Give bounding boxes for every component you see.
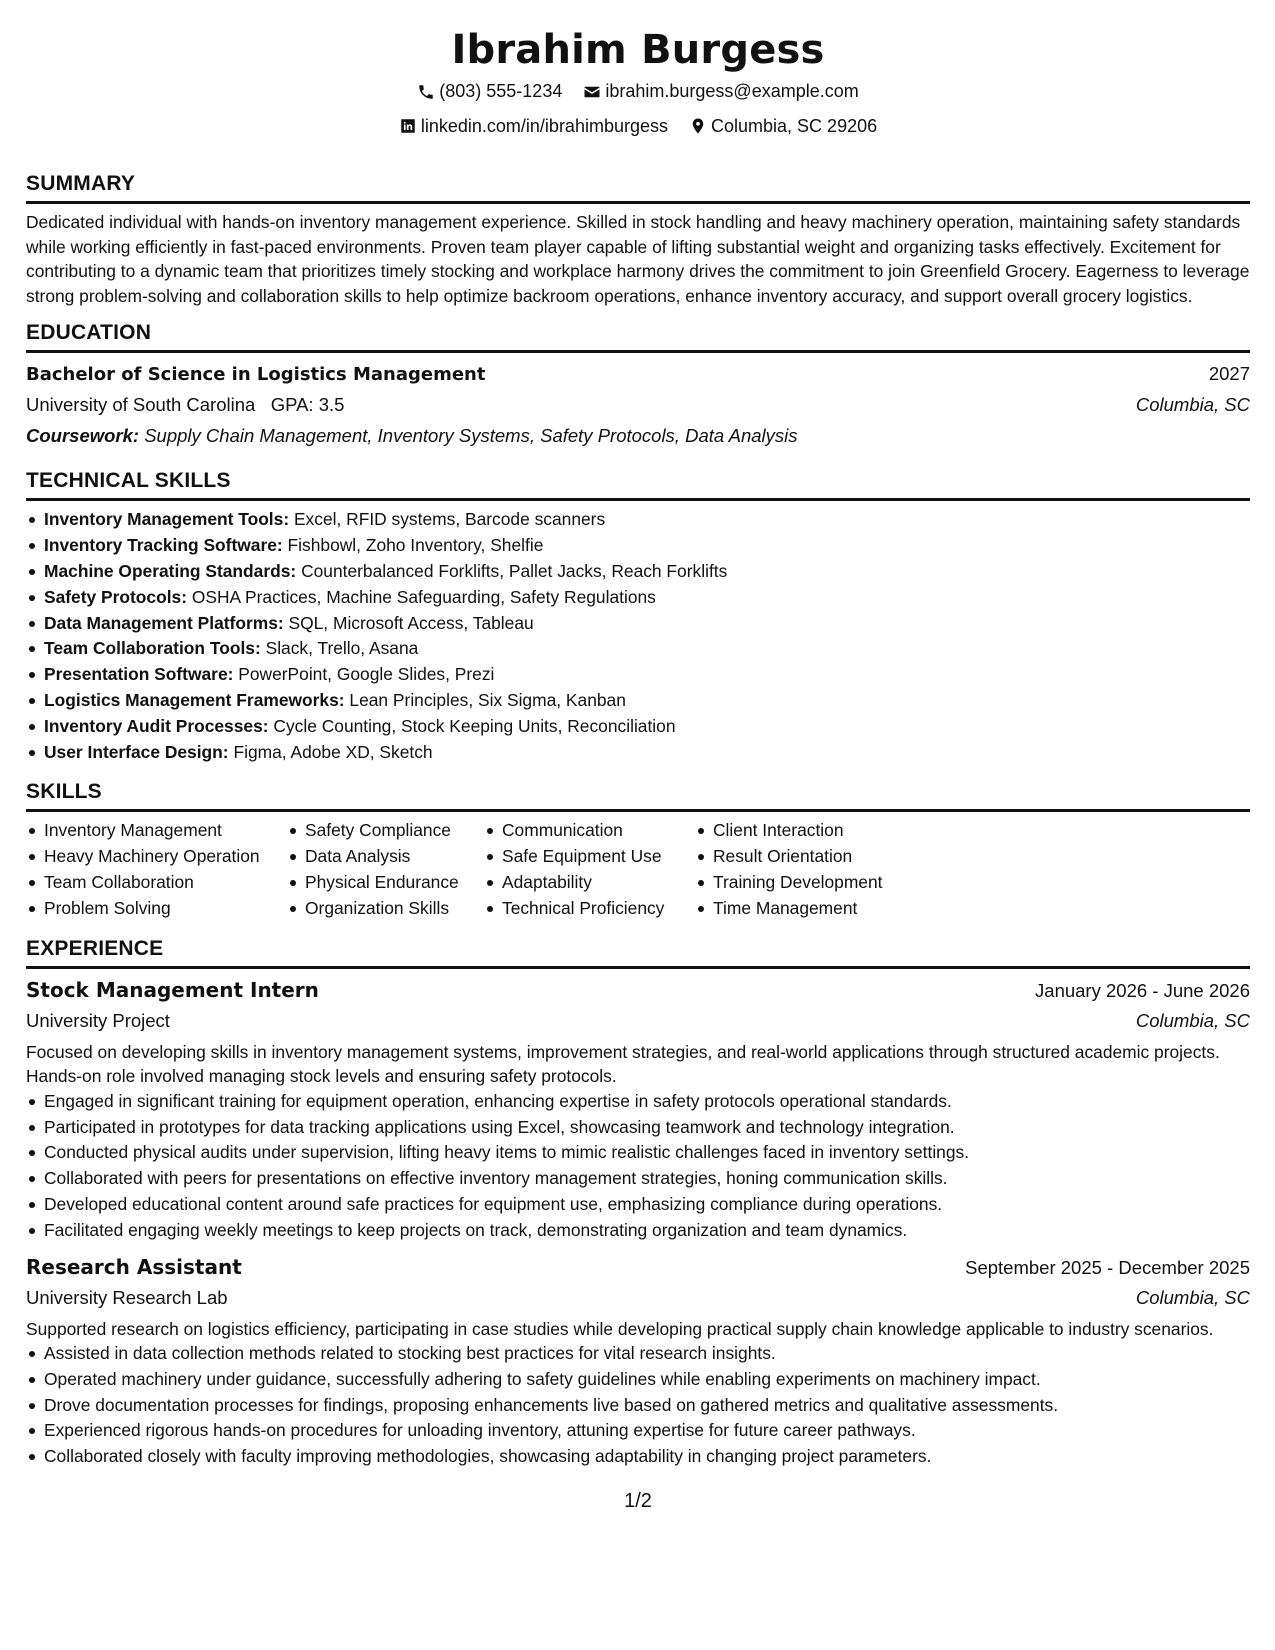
list-item (26, 688, 1250, 714)
skill-values: Fishbowl, Zoho Inventory, Shelfie (287, 535, 544, 556)
list-item: Drove documentation processes for findings, proposing enhancements live based on gathered metrics and qualitative assessments. (26, 1393, 1250, 1419)
education-row-2 (26, 390, 1250, 420)
job-title: Stock Management Intern (26, 977, 319, 1002)
skill-values: SQL, Microsoft Access, Tableau (288, 612, 534, 633)
job-dates: September 2025 - December 2025 (965, 1256, 1250, 1278)
list-item: Collaborated with peers for presentations on effective inventory management strategies, honing communication skills. (26, 1166, 1250, 1192)
job-bullets (26, 1089, 1250, 1244)
list-item: Training Development (695, 870, 915, 896)
skill-values: Excel, RFID systems, Barcode scanners (293, 509, 606, 530)
list-item (26, 507, 1250, 533)
list-item: Facilitated engaging weekly meetings to keep projects on track, demonstrating organization and team dynamics. (26, 1218, 1250, 1244)
linkedin-text[interactable]: linkedin.com/in/ibrahimburgess (420, 115, 668, 136)
phone-text: (803) 555-1234 (439, 81, 563, 101)
linkedin-icon (399, 117, 417, 135)
list-item: Developed educational content around safe practices for equipment use, emphasizing compliance during operations. (26, 1192, 1250, 1218)
section-title-summary: SUMMARY (26, 171, 1250, 204)
contact-line-1 (26, 76, 1250, 111)
linkedin-contact[interactable] (399, 111, 668, 142)
job-organization: University Project (26, 1009, 170, 1031)
skills-column-4 (695, 818, 915, 921)
job-location: Columbia, SC (1135, 1009, 1250, 1031)
gpa: GPA: 3.5 (270, 394, 345, 416)
resume-page (26, 0, 1250, 1650)
list-item: Time Management (695, 896, 915, 922)
list-item: Safety Compliance (287, 818, 484, 844)
resume-header (26, 0, 1250, 145)
candidate-name: Ibrahim Burgess (451, 27, 825, 73)
list-item (26, 636, 1250, 662)
list-item: Organization Skills (287, 896, 484, 922)
job-title: Research Assistant (26, 1254, 242, 1279)
experience-header-row (26, 975, 1250, 1006)
skills-column-2 (287, 818, 484, 921)
phone-icon (417, 83, 435, 101)
job-dates: January 2026 - June 2026 (1035, 979, 1250, 1001)
list-item (26, 611, 1250, 637)
job-bullets (26, 1341, 1250, 1470)
list-item: Technical Proficiency (484, 896, 695, 922)
list-item: Engaged in significant training for equipment operation, enhancing expertise in safety protocols operational standards. (26, 1089, 1250, 1115)
school-location: Columbia, SC (1135, 394, 1250, 416)
list-item: Heavy Machinery Operation (26, 844, 287, 870)
summary-text: Dedicated individual with hands-on inventory management experience. Skilled in stock handling and heavy machinery operation, maintaining safety standards while working efficiently in fast-paced environments. Proven team player capable of lifting substantial weight and organizing tasks effectively. Excitement for contributing to a dynamic team that prioritizes timely stocking and workplace harmony drives the commitment to join Greenfield Grocery. Eagerness to leverage strong problem-solving and collaboration skills to help optimize backroom operations, enhance inventory accuracy, and support overall grocery logistics. (26, 212, 1250, 306)
skill-values: Figma, Adobe XD, Sketch (233, 741, 433, 762)
list-item: Collaborated closely with faculty improving methodologies, showcasing adaptability in changing project parameters. (26, 1444, 1250, 1470)
school-name: University of South Carolina (26, 394, 256, 416)
skill-values: Counterbalanced Forklifts, Pallet Jacks, Reach Forklifts (301, 560, 728, 581)
skill-values: PowerPoint, Google Slides, Prezi (238, 664, 495, 685)
email-contact[interactable] (583, 76, 858, 107)
job-location: Columbia, SC (1135, 1286, 1250, 1308)
experience-section (26, 936, 1250, 1471)
graduation-year: 2027 (1208, 363, 1250, 385)
skills-grid (26, 818, 1250, 921)
skill-values: OSHA Practices, Machine Safeguarding, Safety Regulations (191, 586, 656, 607)
job-organization: University Research Lab (26, 1286, 228, 1308)
education-row-1 (26, 359, 1250, 390)
coursework-list: Supply Chain Management, Inventory Systems, Safety Protocols, Data Analysis (144, 425, 798, 447)
skills-column-1 (26, 818, 287, 921)
list-item (26, 662, 1250, 688)
job-description: Supported research on logistics efficiency, participating in case studies while developing practical supply chain knowledge applicable to industry scenarios. (26, 1318, 1214, 1339)
section-title-experience: EXPERIENCE (26, 936, 1250, 969)
skill-category: Presentation Software: (44, 664, 234, 685)
skill-category: Inventory Tracking Software: (44, 535, 283, 556)
experience-header-row (26, 1252, 1250, 1283)
list-item: Operated machinery under guidance, successfully adhering to safety guidelines while enabling experiments on machinery impact. (26, 1367, 1250, 1393)
experience-org-row (26, 1283, 1250, 1313)
skill-values: Lean Principles, Six Sigma, Kanban (349, 689, 626, 710)
map-pin-icon (689, 117, 707, 135)
list-item: Inventory Management (26, 818, 287, 844)
education-section (26, 320, 1250, 452)
section-title-technical-skills: TECHNICAL SKILLS (26, 468, 1250, 501)
list-item: Problem Solving (26, 896, 287, 922)
experience-entry (26, 975, 1250, 1244)
location-contact (689, 111, 877, 142)
email-text[interactable]: ibrahim.burgess@example.com (605, 81, 859, 101)
degree-title: Bachelor of Science in Logistics Management (26, 364, 486, 386)
experience-entry (26, 1252, 1250, 1471)
technical-skills-list (26, 507, 1250, 765)
skill-category: Machine Operating Standards: (44, 560, 297, 581)
phone-contact (417, 76, 562, 107)
section-title-skills: SKILLS (26, 779, 1250, 812)
coursework-label: Coursework: (26, 425, 140, 447)
list-item: Client Interaction (695, 818, 915, 844)
technical-skills-section (26, 468, 1250, 765)
list-item: Conducted physical audits under supervision, lifting heavy items to mimic realistic challenges faced in inventory settings. (26, 1140, 1250, 1166)
skill-values: Slack, Trello, Asana (265, 638, 419, 659)
skill-category: Team Collaboration Tools: (44, 638, 261, 659)
list-item: Participated in prototypes for data tracking applications using Excel, showcasing teamwork and technology integration. (26, 1115, 1250, 1141)
section-title-education: EDUCATION (26, 320, 1250, 353)
list-item: Data Analysis (287, 844, 484, 870)
list-item (26, 740, 1250, 766)
list-item: Adaptability (484, 870, 695, 896)
contact-line-2 (26, 111, 1250, 146)
envelope-icon (583, 83, 601, 101)
list-item (26, 714, 1250, 740)
skill-category: Logistics Management Frameworks: (44, 689, 345, 710)
list-item (26, 559, 1250, 585)
list-item: Team Collaboration (26, 870, 287, 896)
page-number: 1/2 (624, 1490, 652, 1512)
summary-section (26, 171, 1250, 308)
list-item: Result Orientation (695, 844, 915, 870)
skill-category: Data Management Platforms: (44, 612, 284, 633)
skill-category: Safety Protocols: (44, 586, 188, 607)
job-description: Focused on developing skills in inventory management systems, improvement strategies, and real-world applications through structured academic projects. Hands-on role involved managing stock levels and ensuring safety protocols. (26, 1041, 1220, 1087)
list-item: Assisted in data collection methods related to stocking best practices for vital research insights. (26, 1341, 1250, 1367)
school-info (26, 391, 344, 419)
location-text: Columbia, SC 29206 (711, 115, 878, 136)
list-item (26, 585, 1250, 611)
skill-category: Inventory Management Tools: (44, 509, 290, 530)
coursework (26, 420, 1250, 452)
list-item: Physical Endurance (287, 870, 484, 896)
list-item: Experienced rigorous hands-on procedures for unloading inventory, attuning expertise for future career pathways. (26, 1418, 1250, 1444)
skill-category: Inventory Audit Processes: (44, 715, 269, 736)
list-item: Safe Equipment Use (484, 844, 695, 870)
skills-column-3 (484, 818, 695, 921)
skill-values: Cycle Counting, Stock Keeping Units, Reconciliation (273, 715, 676, 736)
list-item (26, 533, 1250, 559)
list-item: Communication (484, 818, 695, 844)
skill-category: User Interface Design: (44, 741, 229, 762)
experience-org-row (26, 1006, 1250, 1036)
skills-section (26, 779, 1250, 921)
